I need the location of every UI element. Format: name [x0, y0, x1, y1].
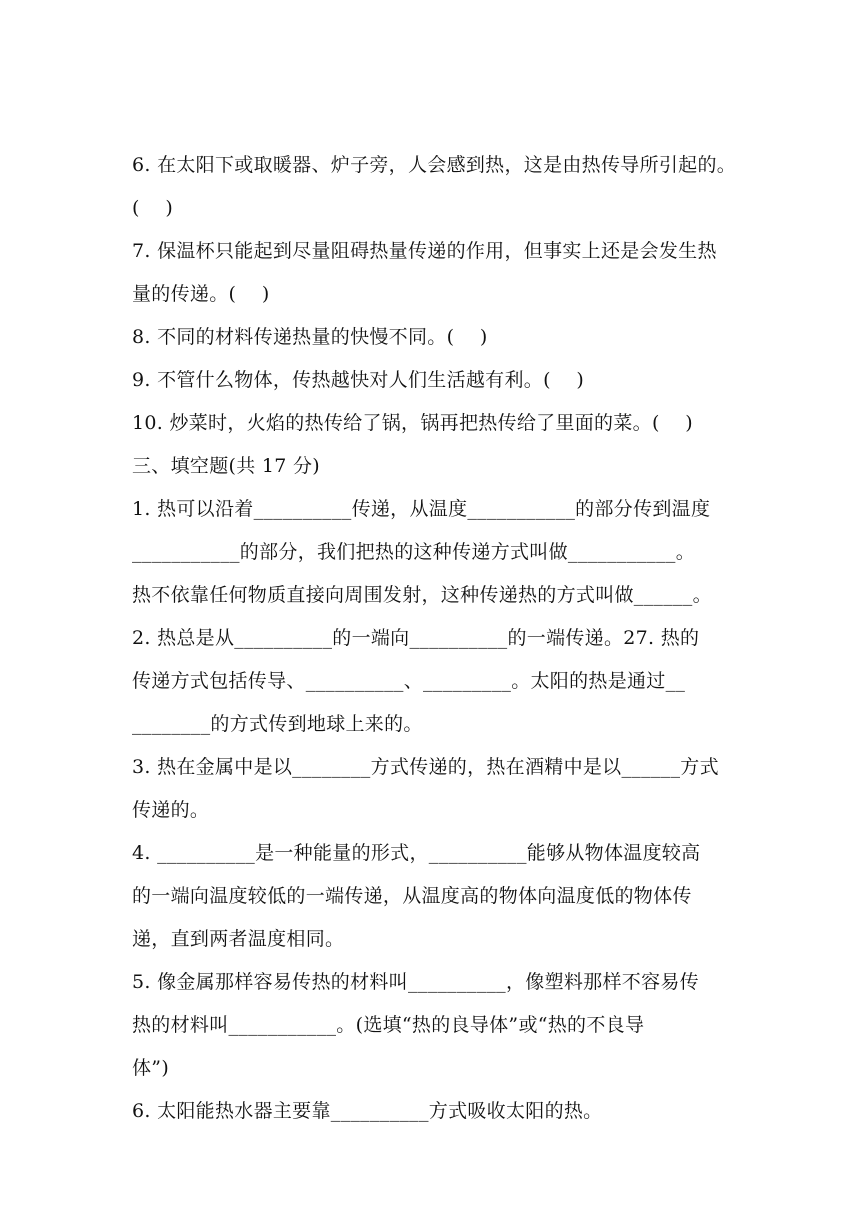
fill-question-5: 5. 像金属那样容易传热的材料叫__________，像塑料那样不容易传 — [132, 971, 699, 993]
fill-question-1: 1. 热可以沿着__________传递，从温度___________的部分传到温度 — [132, 498, 711, 520]
fill-question-1-cont: ___________的部分，我们把热的这种传递方式叫做___________。 — [132, 541, 696, 563]
fill-question-4-cont2: 递，直到两者温度相同。 — [132, 928, 345, 950]
question-9-judge: 9. 不管什么物体，传热越快对人们生活越有利。( ) — [132, 369, 585, 391]
fill-question-3: 3. 热在金属中是以________方式传递的，热在酒精中是以______方式 — [132, 756, 719, 778]
fill-question-3-cont: 传递的。 — [132, 799, 210, 821]
fill-question-1-cont2: 热不依靠任何物质直接向周围发射，这种传递热的方式叫做______。 — [132, 584, 712, 606]
fill-question-2-cont2: ________的方式传到地球上来的。 — [132, 713, 423, 735]
fill-question-5-cont: 热的材料叫___________。(选填“热的良导体”或“热的不良导 — [132, 1014, 645, 1036]
worksheet-content — [132, 144, 737, 1133]
fill-question-4: 4. __________是一种能量的形式，__________能够从物体温度较高 — [132, 842, 701, 864]
question-6-judge: 6. 在太阳下或取暖器、炉子旁，人会感到热，这是由热传导所引起的。 — [132, 154, 737, 176]
fill-question-2: 2. 热总是从__________的一端向__________的一端传递。27. 热的 — [132, 627, 700, 649]
question-7-judge: 7. 保温杯只能起到尽量阻碍热量传递的作用，但事实上还是会发生热 — [132, 240, 717, 262]
fill-question-2-cont: 传递方式包括传导、__________、_________。太阳的热是通过__ — [132, 670, 686, 692]
fill-question-6: 6. 太阳能热水器主要靠__________方式吸收太阳的热。 — [132, 1100, 603, 1122]
question-7-judge-cont: 量的传递。( ) — [132, 283, 270, 305]
fill-question-5-cont2: 体”) — [132, 1057, 170, 1079]
section-heading-fill-in: 三、填空题(共 17 分) — [132, 455, 320, 477]
question-10-judge: 10. 炒菜时，火焰的热传给了锅，锅再把热传给了里面的菜。( ) — [132, 412, 694, 434]
question-6-judge-answer: ( ) — [132, 197, 174, 219]
fill-question-4-cont: 的一端向温度较低的一端传递，从温度高的物体向温度低的物体传 — [132, 885, 692, 907]
question-8-judge: 8. 不同的材料传递热量的快慢不同。( ) — [132, 326, 488, 348]
